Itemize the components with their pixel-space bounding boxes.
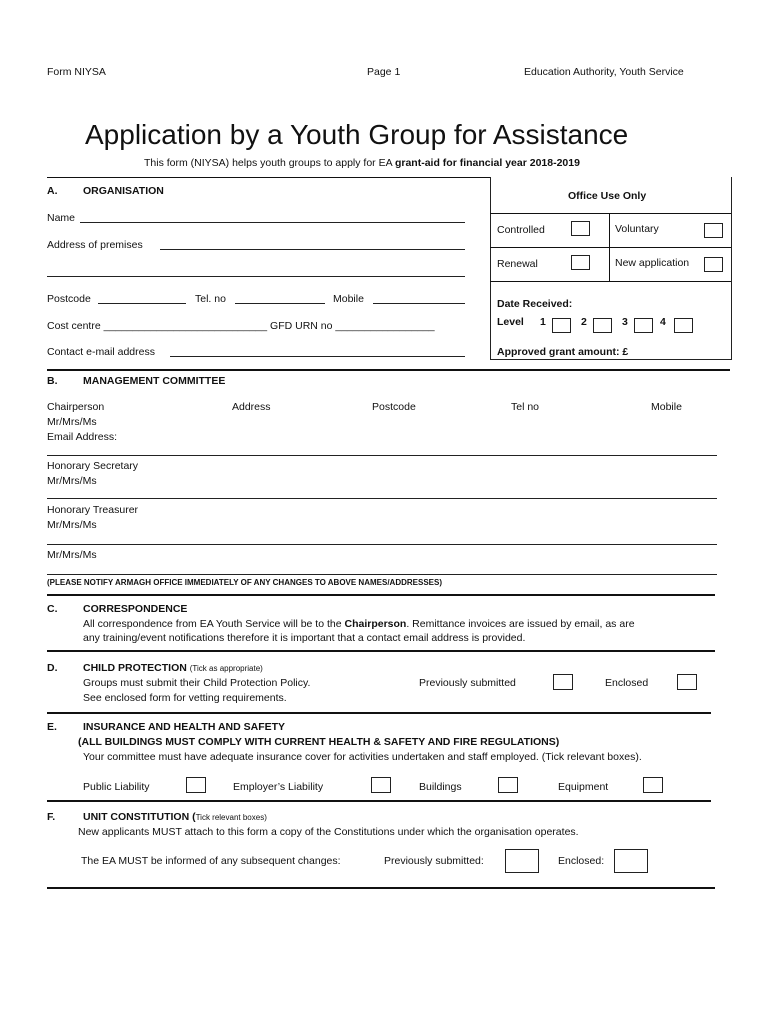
- tel-label: Tel. no: [195, 293, 226, 305]
- section-d-heading-wrap: [83, 662, 263, 674]
- section-divider-e: [47, 800, 711, 802]
- correspondence-chairperson: Chairperson: [344, 618, 407, 630]
- page-number: Page 1: [367, 66, 401, 78]
- section-f-letter: F.: [47, 811, 56, 823]
- section-divider-c: [47, 650, 715, 652]
- section-c-letter: C.: [47, 603, 58, 615]
- informed-label: The EA MUST be informed of any subsequent changes:: [81, 855, 341, 867]
- level-4-label: 4: [660, 316, 666, 328]
- level-1-label: 1: [540, 316, 546, 328]
- buildings-checkbox[interactable]: [498, 777, 518, 793]
- section-f-heading: UNIT CONSTITUTION (: [83, 811, 196, 823]
- mobile-col-label: Mobile: [651, 401, 682, 413]
- secretary-title: Mr/Mrs/Ms: [47, 475, 97, 487]
- section-e-letter: E.: [47, 721, 57, 733]
- contact-email-label: Contact e-mail address: [47, 346, 155, 358]
- equipment-checkbox[interactable]: [643, 777, 663, 793]
- voluntary-checkbox[interactable]: [704, 223, 723, 238]
- new-application-checkbox[interactable]: [704, 257, 723, 272]
- notify-notice: (PLEASE NOTIFY ARMAGH OFFICE IMMEDIATELY OF ANY CHANGES TO ABOVE NAMES/ADDRESSES): [47, 578, 442, 587]
- renewal-label: Renewal: [497, 258, 538, 270]
- office-divider-3: [490, 281, 731, 282]
- section-divider-a: [47, 369, 730, 371]
- constitution-line: New applicants MUST attach to this form a copy of the Constitutions under which the organisation operates.: [78, 826, 579, 838]
- section-e-heading: INSURANCE AND HEALTH AND SAFETY: [83, 721, 286, 733]
- level-2-label: 2: [581, 316, 587, 328]
- new-application-label: New application: [615, 257, 690, 269]
- postcode-label: Postcode: [47, 293, 91, 305]
- cp-previously-label: Previously submitted: [419, 677, 516, 689]
- page-title: Application by a Youth Group for Assistance: [85, 119, 629, 150]
- tel-col-label: Tel no: [511, 401, 540, 413]
- correspondence-text-c: . Remittance invoices are issued by email, as are: [406, 618, 635, 630]
- level-3-checkbox[interactable]: [634, 318, 653, 333]
- office-divider-1: [490, 213, 731, 214]
- section-d-letter: D.: [47, 662, 58, 674]
- postcode-col-label: Postcode: [372, 401, 416, 413]
- level-1-checkbox[interactable]: [552, 318, 571, 333]
- section-d-note: (Tick as appropriate): [189, 664, 263, 673]
- public-liability-label: Public Liability: [83, 781, 150, 793]
- section-d-heading: CHILD PROTECTION: [83, 662, 187, 674]
- office-divider-2: [490, 247, 731, 248]
- chair-row-line[interactable]: [47, 455, 717, 456]
- section-e-subheading: (ALL BUILDINGS MUST COMPLY WITH CURRENT HEALTH & SAFETY AND FIRE REGULATIONS): [78, 736, 560, 748]
- contact-email-field[interactable]: [170, 356, 465, 357]
- member-title: Mr/Mrs/Ms: [47, 549, 97, 561]
- cp-enclosed-label: Enclosed: [605, 677, 649, 689]
- section-a-letter: A.: [47, 185, 58, 197]
- member-row-line[interactable]: [47, 574, 717, 575]
- cp-enclosed-checkbox[interactable]: [677, 674, 697, 690]
- treasurer-label: Honorary Treasurer: [47, 504, 139, 516]
- correspondence-line-2: any training/event notifications therefore it is important that a contact email address is provided.: [83, 632, 526, 644]
- equipment-label: Equipment: [558, 781, 609, 793]
- child-protection-line-1: Groups must submit their Child Protection Policy.: [83, 677, 311, 689]
- constitution-previously-label: Previously submitted:: [384, 855, 484, 867]
- section-f-note: Tick relevant boxes): [195, 813, 267, 822]
- tel-field[interactable]: [235, 303, 325, 304]
- renewal-checkbox[interactable]: [571, 255, 590, 270]
- section-divider-f: [47, 887, 715, 889]
- office-heading: Office Use Only: [568, 190, 647, 202]
- correspondence-line-1: [83, 618, 635, 630]
- postcode-field[interactable]: [98, 303, 186, 304]
- employer-liability-checkbox[interactable]: [371, 777, 391, 793]
- treasurer-title: Mr/Mrs/Ms: [47, 519, 97, 531]
- section-f-heading-wrap: [83, 811, 267, 823]
- mobile-label: Mobile: [333, 293, 364, 305]
- address-field-2[interactable]: [47, 276, 465, 277]
- public-liability-checkbox[interactable]: [186, 777, 206, 793]
- section-a-heading: ORGANISATION: [83, 185, 164, 197]
- mobile-field[interactable]: [373, 303, 465, 304]
- constitution-previously-box[interactable]: [505, 849, 539, 873]
- secretary-label: Honorary Secretary: [47, 460, 139, 472]
- buildings-label: Buildings: [419, 781, 462, 793]
- approved-amount-label: Approved grant amount: £: [497, 346, 629, 358]
- section-b-heading: MANAGEMENT COMMITTEE: [83, 375, 226, 387]
- name-field[interactable]: [80, 222, 465, 223]
- constitution-enclosed-box[interactable]: [614, 849, 648, 873]
- level-4-checkbox[interactable]: [674, 318, 693, 333]
- office-vdivider: [609, 213, 610, 281]
- secretary-row-line[interactable]: [47, 498, 717, 499]
- constitution-enclosed-label: Enclosed:: [558, 855, 605, 867]
- subtitle-plain: This form (NIYSA) helps youth groups to apply for EA: [144, 157, 395, 169]
- form-code: Form NIYSA: [47, 66, 106, 78]
- section-b-letter: B.: [47, 375, 58, 387]
- chairperson-label: Chairperson: [47, 401, 105, 413]
- name-label: Name: [47, 212, 76, 224]
- subtitle-bold: grant-aid for financial year 2018-2019: [394, 157, 580, 169]
- employer-liability-label: Employer’s Liability: [233, 781, 324, 793]
- level-3-label: 3: [622, 316, 628, 328]
- address-col-label: Address: [232, 401, 271, 413]
- section-divider-d: [47, 712, 711, 714]
- cost-centre-line[interactable]: Cost centre ____________________________ GFD URN no _________________: [47, 320, 435, 332]
- subtitle: [144, 157, 580, 169]
- level-label: Level: [497, 316, 524, 328]
- cp-previously-checkbox[interactable]: [553, 674, 573, 690]
- date-received-label: Date Received:: [497, 298, 573, 310]
- child-protection-line-2: See enclosed form for vetting requirements.: [83, 692, 287, 704]
- address-label: Address of premises: [47, 239, 143, 251]
- level-2-checkbox[interactable]: [593, 318, 612, 333]
- section-c-heading: CORRESPONDENCE: [83, 603, 188, 615]
- controlled-label: Controlled: [497, 224, 545, 236]
- header-org: Education Authority, Youth Service: [524, 66, 684, 78]
- treasurer-row-line[interactable]: [47, 544, 717, 545]
- insurance-line: Your committee must have adequate insurance cover for activities undertaken and staff employed. (Tick relevant boxes).: [83, 751, 642, 763]
- controlled-checkbox[interactable]: [571, 221, 590, 236]
- address-field-1[interactable]: [160, 249, 465, 250]
- correspondence-text-a: All correspondence from EA Youth Service will be to the: [83, 618, 345, 630]
- section-divider-b: [47, 594, 715, 596]
- email-label: Email Address:: [47, 431, 118, 443]
- chair-title: Mr/Mrs/Ms: [47, 416, 97, 428]
- voluntary-label: Voluntary: [615, 223, 659, 235]
